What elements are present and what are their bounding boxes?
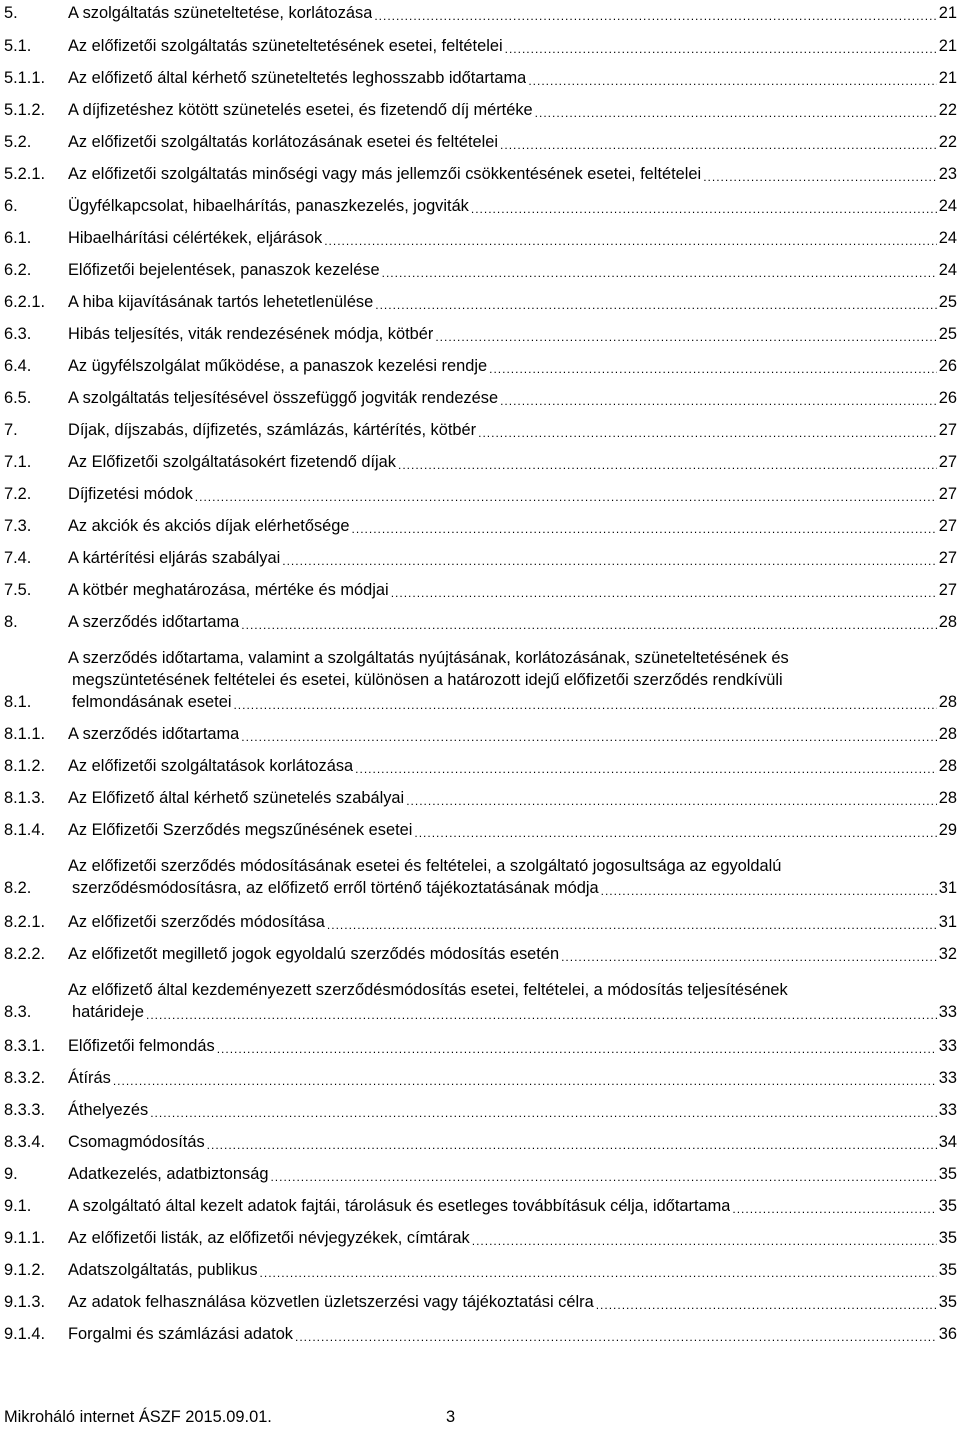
toc-entry-body xyxy=(68,195,957,217)
toc-entry[interactable] xyxy=(4,67,957,89)
toc-entry-number: 7.4. xyxy=(4,549,32,567)
toc-entry-title[interactable]: A szolgáltatás teljesítésével összefüggő jogviták rendezése xyxy=(68,389,499,407)
toc-entry-page-number[interactable]: 36 xyxy=(938,1325,957,1343)
dot-leader xyxy=(414,819,936,841)
toc-entry-body xyxy=(68,855,957,899)
toc-entry-body xyxy=(68,1131,957,1153)
toc-entry-body xyxy=(68,647,957,713)
toc-entry-page-number[interactable]: 28 xyxy=(938,725,957,743)
toc-entry[interactable] xyxy=(4,547,957,569)
toc-entry-title[interactable]: Az előfizető által kérhető szüneteltetés leghosszabb időtartama xyxy=(68,69,527,87)
dot-leader xyxy=(535,99,937,121)
toc-entry-body xyxy=(68,483,957,505)
toc-entry-page-number[interactable]: 28 xyxy=(938,757,957,775)
toc-entry-number: 8.1.4. xyxy=(4,821,46,839)
dot-leader xyxy=(352,515,937,537)
toc-entry-title-line: Az előfizető által kezdeményezett szerződésmódosítás esetei, feltételei, a módosítás teljesítésének xyxy=(68,981,788,999)
toc-entry-body xyxy=(68,99,957,121)
toc-entry-page-number[interactable]: 25 xyxy=(938,293,957,311)
dot-leader xyxy=(478,419,937,441)
toc-entry[interactable] xyxy=(4,227,957,249)
toc-entry-title[interactable]: Az előfizetői szolgáltatás szüneteltetésének esetei, feltételei xyxy=(68,37,503,55)
toc-entry-body xyxy=(68,227,957,249)
toc-entry-body xyxy=(68,35,957,57)
toc-entry-number: 8.3. xyxy=(4,1003,32,1021)
toc-entry-number: 7.1. xyxy=(4,453,32,471)
toc-entry[interactable] xyxy=(4,323,957,345)
toc-entry-title[interactable]: Átírás xyxy=(68,1069,111,1087)
toc-entry-body xyxy=(68,979,957,1023)
dot-leader xyxy=(398,451,937,473)
toc-entry[interactable] xyxy=(4,979,957,1023)
toc-entry-number: 7.2. xyxy=(4,485,32,503)
toc-entry-number: 9.1.1. xyxy=(4,1229,46,1247)
toc-entry-number: 8.3.3. xyxy=(4,1101,46,1119)
page-footer xyxy=(4,1408,456,1427)
toc-entry-body xyxy=(68,163,957,185)
dot-leader xyxy=(113,1067,937,1089)
toc-entry[interactable] xyxy=(4,819,957,841)
toc-entry-page-number[interactable]: 27 xyxy=(938,581,957,599)
toc-entry-page-number[interactable]: 29 xyxy=(938,821,957,839)
toc-entry-title[interactable]: Az Előfizetői Szerződés megszűnésének esetei xyxy=(68,821,413,839)
toc-entry-page-number[interactable]: 21 xyxy=(938,69,957,87)
dot-leader xyxy=(391,579,937,601)
toc-entry-body xyxy=(68,515,957,537)
dot-leader xyxy=(195,483,937,505)
dot-leader xyxy=(150,1099,937,1121)
toc-entry-body xyxy=(68,755,957,777)
toc-entry-title[interactable]: Az előfizetői szolgáltatások korlátozása xyxy=(68,757,354,775)
toc-entry[interactable] xyxy=(4,387,957,409)
toc-entry-title[interactable]: Az Előfizetői szolgáltatásokért fizetendő díjak xyxy=(68,453,396,471)
toc-entry-title[interactable]: Az előfizetői szerződés módosítása xyxy=(68,913,325,931)
dot-leader xyxy=(260,1259,937,1281)
toc-entry-title[interactable]: Az akciók és akciós díjak elérhetősége xyxy=(68,517,350,535)
dot-leader xyxy=(528,67,936,89)
toc-entry-page-number[interactable]: 35 xyxy=(938,1197,957,1215)
toc-entry-number: 7.5. xyxy=(4,581,32,599)
toc-entry-title[interactable]: A szolgáltatás szüneteltetése, korlátozása xyxy=(68,4,373,22)
toc-entry-page-number[interactable]: 24 xyxy=(938,229,957,247)
toc-entry-body xyxy=(68,1035,957,1057)
toc-entry[interactable] xyxy=(4,1291,957,1313)
toc-entry-body xyxy=(68,547,957,569)
toc-entry-number: 8.1. xyxy=(4,693,32,711)
toc-entry-body xyxy=(68,291,957,313)
toc-entry-title[interactable]: A szerződés időtartama xyxy=(68,725,240,743)
toc-entry-title[interactable]: Előfizetői bejelentések, panaszok kezelése xyxy=(68,261,380,279)
toc-entry-number: 9. xyxy=(4,1165,18,1183)
toc-entry-page-number[interactable]: 28 xyxy=(938,693,957,711)
toc-entry[interactable] xyxy=(4,943,957,965)
dot-leader xyxy=(233,691,936,713)
toc-entry-number: 5.2.1. xyxy=(4,165,46,183)
toc-entry-title[interactable]: határideje xyxy=(72,1003,144,1021)
toc-entry[interactable] xyxy=(4,647,957,713)
toc-entry-body xyxy=(68,723,957,745)
toc-entry-title[interactable]: Ügyfélkapcsolat, hibaelhárítás, panaszkezelés, jogviták xyxy=(68,197,469,215)
toc-entry-title[interactable]: felmondásának esetei xyxy=(72,693,232,711)
dot-leader xyxy=(146,1001,937,1023)
dot-leader xyxy=(471,195,937,217)
toc-entry-body xyxy=(68,611,957,633)
toc-entry-title[interactable]: A hiba kijavításának tartós lehetetlenülése xyxy=(68,293,374,311)
toc-entry-number: 8.3.1. xyxy=(4,1037,46,1055)
toc-entry-number: 8. xyxy=(4,613,18,631)
toc-entry-page-number[interactable]: 21 xyxy=(938,4,957,22)
toc-entry[interactable] xyxy=(4,1195,957,1217)
toc-entry[interactable] xyxy=(4,1035,957,1057)
dot-leader xyxy=(596,1291,937,1313)
toc-entry-page-number[interactable]: 35 xyxy=(938,1261,957,1279)
toc-entry-body xyxy=(68,1067,957,1089)
toc-entry[interactable] xyxy=(4,291,957,313)
toc-entry-page-number[interactable]: 32 xyxy=(938,945,957,963)
dot-leader xyxy=(374,2,936,24)
toc-entry[interactable] xyxy=(4,1227,957,1249)
toc-entry-number: 9.1.4. xyxy=(4,1325,46,1343)
toc-entry-number: 6.1. xyxy=(4,229,32,247)
toc-entry-title[interactable]: A díjfizetéshez kötött szünetelés esetei, és fizetendő díj mértéke xyxy=(68,101,533,119)
toc-entry-number: 6.2.1. xyxy=(4,293,46,311)
toc-entry-page-number[interactable]: 26 xyxy=(938,357,957,375)
toc-entry-body xyxy=(68,131,957,153)
toc-entry-title[interactable]: szerződésmódosításra, az előfizető erről történő tájékoztatásának módja xyxy=(72,879,599,897)
toc-entry-number: 6.5. xyxy=(4,389,32,407)
toc-entry-number: 5.1.2. xyxy=(4,101,46,119)
toc-entry-title[interactable]: Az előfizetőt megillető jogok egyoldalú szerződés módosítás esetén xyxy=(68,945,560,963)
dot-leader xyxy=(324,227,937,249)
dot-leader xyxy=(489,355,937,377)
toc-entry-body xyxy=(68,323,957,345)
toc-entry-title[interactable]: A kártérítési eljárás szabályai xyxy=(68,549,281,567)
toc-entry[interactable] xyxy=(4,911,957,933)
toc-entry-page-number[interactable]: 33 xyxy=(938,1101,957,1119)
toc-entry-page-number[interactable]: 24 xyxy=(938,261,957,279)
toc-entry[interactable] xyxy=(4,855,957,899)
toc-entry[interactable] xyxy=(4,195,957,217)
toc-entry-number: 9.1.3. xyxy=(4,1293,46,1311)
toc-entry-page-number[interactable]: 22 xyxy=(938,133,957,151)
toc-entry-number: 6.4. xyxy=(4,357,32,375)
toc-entry-title[interactable]: Csomagmódosítás xyxy=(68,1133,205,1151)
toc-entry-body xyxy=(68,787,957,809)
toc-entry-page-number[interactable]: 35 xyxy=(938,1165,957,1183)
toc-entry[interactable] xyxy=(4,2,957,24)
toc-entry[interactable] xyxy=(4,355,957,377)
toc-entry-number: 8.1.3. xyxy=(4,789,46,807)
toc-entry-number: 8.1.1. xyxy=(4,725,46,743)
toc-entry-body xyxy=(68,387,957,409)
toc-entry-number: 9.1.2. xyxy=(4,1261,46,1279)
dot-leader xyxy=(282,547,937,569)
toc-entry-title[interactable]: Hibás teljesítés, viták rendezésének módja, kötbér xyxy=(68,325,434,343)
toc-entry[interactable] xyxy=(4,1099,957,1121)
toc-entry-body xyxy=(68,911,957,933)
toc-entry-page-number[interactable]: 28 xyxy=(938,789,957,807)
dot-leader xyxy=(500,131,937,153)
toc-entry-title-line: megszüntetésének feltételei és esetei, különösen a határozott idejű előfizetői szerződés rendkívüli xyxy=(72,671,783,689)
toc-entry[interactable] xyxy=(4,483,957,505)
toc-entry[interactable] xyxy=(4,579,957,601)
footer-document-title: Mikroháló internet ÁSZF 2015.09.01. xyxy=(4,1408,272,1426)
dot-leader xyxy=(355,755,937,777)
toc-entry-body xyxy=(68,1291,957,1313)
dot-leader xyxy=(406,787,937,809)
toc-entry-page-number[interactable]: 27 xyxy=(938,517,957,535)
toc-entry-title[interactable]: Az Előfizető által kérhető szünetelés szabályai xyxy=(68,789,405,807)
dot-leader xyxy=(270,1163,936,1185)
toc-entry[interactable] xyxy=(4,723,957,745)
toc-entry[interactable] xyxy=(4,515,957,537)
toc-entry-body xyxy=(68,579,957,601)
toc-entry-number: 7.3. xyxy=(4,517,32,535)
toc-entry[interactable] xyxy=(4,99,957,121)
dot-leader xyxy=(505,35,937,57)
toc-entry-number: 8.1.2. xyxy=(4,757,46,775)
toc-entry-body xyxy=(68,451,957,473)
footer-page-number: 3 xyxy=(446,1408,456,1426)
dot-leader xyxy=(703,163,937,185)
toc-entry-title[interactable]: Díjak, díjszabás, díjfizetés, számlázás, kártérítés, kötbér xyxy=(68,421,477,439)
toc-entry-body xyxy=(68,259,957,281)
toc-entry-body xyxy=(68,1195,957,1217)
toc-entry-page-number[interactable]: 28 xyxy=(938,613,957,631)
toc-entry-body xyxy=(68,355,957,377)
toc-entry-body xyxy=(68,419,957,441)
dot-leader xyxy=(327,911,937,933)
dot-leader xyxy=(217,1035,937,1057)
toc-entry[interactable] xyxy=(4,611,957,633)
toc-entry-number: 5.2. xyxy=(4,133,32,151)
toc-entry-body xyxy=(68,2,957,24)
toc-entry-page-number[interactable]: 31 xyxy=(938,913,957,931)
toc-entry-title[interactable]: Adatszolgáltatás, publikus xyxy=(68,1261,258,1279)
toc-entry-page-number[interactable]: 33 xyxy=(938,1069,957,1087)
toc-entry-title[interactable]: Az előfizetői szolgáltatás korlátozásának esetei és feltételei xyxy=(68,133,499,151)
toc-entry[interactable] xyxy=(4,35,957,57)
toc-entry-title[interactable]: A szolgáltató által kezelt adatok fajtái, tárolásuk és esetleges továbbításuk célja, időtartama xyxy=(68,1197,731,1215)
toc-entry-title[interactable]: Az előfizetői szolgáltatás minőségi vagy más jellemzői csökkentésének esetei, feltételei xyxy=(68,165,702,183)
toc-entry-number: 6. xyxy=(4,197,18,215)
dot-leader xyxy=(241,611,936,633)
toc-entry-page-number[interactable]: 31 xyxy=(938,879,957,897)
dot-leader xyxy=(295,1323,937,1345)
toc-entry-number: 9.1. xyxy=(4,1197,32,1215)
toc-entry-body xyxy=(68,943,957,965)
toc-entry-body xyxy=(68,1259,957,1281)
toc-entry-page-number[interactable]: 27 xyxy=(938,453,957,471)
toc-entry-body xyxy=(68,67,957,89)
toc-entry-number: 5. xyxy=(4,4,18,22)
toc-entry-number: 5.1. xyxy=(4,37,32,55)
dot-leader xyxy=(207,1131,937,1153)
toc-entry-page-number[interactable]: 27 xyxy=(938,421,957,439)
toc-entry-title[interactable]: Előfizetői felmondás xyxy=(68,1037,215,1055)
toc-entry-body xyxy=(68,1163,957,1185)
toc-entry-page-number[interactable]: 23 xyxy=(938,165,957,183)
toc-entry[interactable] xyxy=(4,259,957,281)
dot-leader xyxy=(382,259,937,281)
toc-entry[interactable] xyxy=(4,755,957,777)
toc-entry-page-number[interactable]: 35 xyxy=(938,1293,957,1311)
toc-entry-page-number[interactable]: 27 xyxy=(938,549,957,567)
toc-entry-number: 7. xyxy=(4,421,18,439)
toc-entry-title[interactable]: Díjfizetési módok xyxy=(68,485,193,503)
toc-entry-body xyxy=(68,1323,957,1345)
toc-entry[interactable] xyxy=(4,1067,957,1089)
toc-entry-title[interactable]: Forgalmi és számlázási adatok xyxy=(68,1325,294,1343)
toc-entry-title[interactable]: Áthelyezés xyxy=(68,1101,149,1119)
dot-leader xyxy=(561,943,937,965)
toc-entry-title[interactable]: Az ügyfélszolgálat működése, a panaszok kezelési rendje xyxy=(68,357,488,375)
toc-entry-number: 5.1.1. xyxy=(4,69,46,87)
dot-leader xyxy=(472,1227,937,1249)
toc-entry-number: 8.2. xyxy=(4,879,32,897)
toc-entry-title[interactable]: A szerződés időtartama xyxy=(68,613,240,631)
toc-entry-page-number[interactable]: 21 xyxy=(938,37,957,55)
toc-entry-title-line: Az előfizetői szerződés módosításának esetei és feltételei, a szolgáltató jogosultsága az egyoldalú xyxy=(68,857,782,875)
toc-entry-page-number[interactable]: 33 xyxy=(938,1003,957,1021)
toc-entry-title[interactable]: Adatkezelés, adatbiztonság xyxy=(68,1165,269,1183)
toc-entry-number: 8.3.4. xyxy=(4,1133,46,1151)
toc-entry-title[interactable]: Az előfizetői listák, az előfizetői névjegyzékek, címtárak xyxy=(68,1229,470,1247)
dot-leader xyxy=(601,877,937,899)
toc-entry-body xyxy=(68,1099,957,1121)
dot-leader xyxy=(241,723,936,745)
toc-entry[interactable] xyxy=(4,131,957,153)
toc-entry-title-line: A szerződés időtartama, valamint a szolgáltatás nyújtásának, korlátozásának, szüneteltetésének és xyxy=(68,649,789,667)
toc-entry-number: 8.2.2. xyxy=(4,945,46,963)
toc-entry[interactable] xyxy=(4,787,957,809)
toc-entry-title[interactable]: Hibaelhárítási célértékek, eljárások xyxy=(68,229,323,247)
toc-entry-page-number[interactable]: 35 xyxy=(938,1229,957,1247)
toc-entry-page-number[interactable]: 33 xyxy=(938,1037,957,1055)
toc-entry[interactable] xyxy=(4,1163,957,1185)
toc-entry-number: 8.2.1. xyxy=(4,913,46,931)
toc-entry-page-number[interactable]: 24 xyxy=(938,197,957,215)
toc-entry-page-number[interactable]: 22 xyxy=(938,101,957,119)
toc-entry[interactable] xyxy=(4,451,957,473)
toc-entry-title[interactable]: A kötbér meghatározása, mértéke és módjai xyxy=(68,581,389,599)
toc-entry-page-number[interactable]: 25 xyxy=(938,325,957,343)
toc-entry-body xyxy=(68,1227,957,1249)
toc-entry[interactable] xyxy=(4,1323,957,1345)
dot-leader xyxy=(435,323,936,345)
toc-entry-body xyxy=(68,819,957,841)
toc-entry[interactable] xyxy=(4,419,957,441)
toc-entry[interactable] xyxy=(4,1131,957,1153)
toc-entry-number: 6.3. xyxy=(4,325,32,343)
dot-leader xyxy=(375,291,937,313)
toc-entry-page-number[interactable]: 27 xyxy=(938,485,957,503)
toc-entry-title[interactable]: Az adatok felhasználása közvetlen üzletszerzési vagy tájékoztatási célra xyxy=(68,1293,594,1311)
dot-leader xyxy=(732,1195,936,1217)
toc-entry-number: 8.3.2. xyxy=(4,1069,46,1087)
dot-leader xyxy=(500,387,937,409)
toc-entry-number: 6.2. xyxy=(4,261,32,279)
toc-entry-page-number[interactable]: 26 xyxy=(938,389,957,407)
toc-entry[interactable] xyxy=(4,1259,957,1281)
toc-entry-page-number[interactable]: 34 xyxy=(938,1133,957,1151)
toc-entry[interactable] xyxy=(4,163,957,185)
